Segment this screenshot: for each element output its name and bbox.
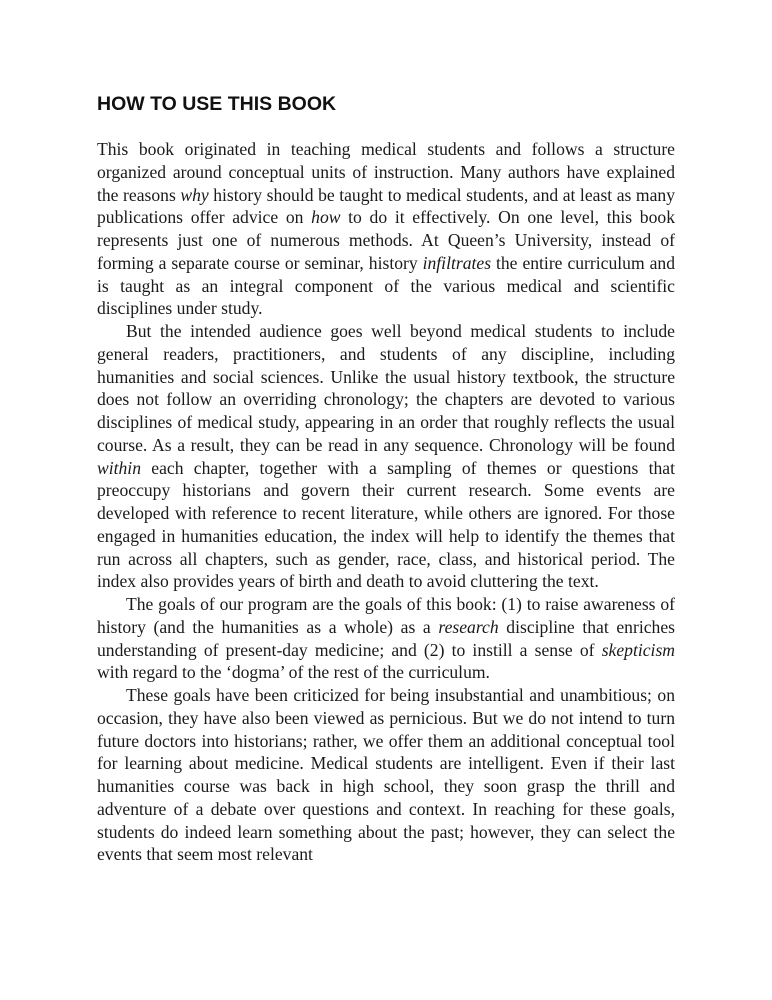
paragraph-text: with regard to the ‘dogma’ of the rest of the curriculum. — [97, 662, 490, 683]
paragraph-text: to do it effectively. On one level, this book represents just one of numerous methods. At Queen’s University, instead of forming a separate course or seminar, history — [97, 207, 675, 273]
italic-text: skepticism — [601, 639, 675, 660]
paragraph-text: each chapter, together with a sampling of themes or questions that preoccupy historians and govern their current research. Some events are developed with reference to recent literature, while others are ignored. For those engaged in humanities education, the index will help to identify the themes that run across all chapters, such as gender, race, class, and historical period. The index also provides years of birth and death to avoid cluttering the text. — [97, 457, 675, 592]
paragraph-text: The goals of our program are the goals of this book: (1) to raise awareness of history (and the humanities as a whole) as a — [97, 594, 675, 637]
page-title: HOW TO USE THIS BOOK — [97, 93, 337, 115]
body-text — [97, 138, 675, 866]
italic-text: why — [180, 184, 209, 205]
italic-text: research — [438, 616, 499, 637]
italic-text: how — [311, 207, 341, 228]
paragraph-text: discipline that enriches understanding of present-day medicine; and (2) to instill a sense of — [97, 616, 675, 660]
paragraph-text: history should be taught to medical students, and at least as many publications offer advice on — [97, 184, 675, 228]
paragraph — [97, 593, 675, 684]
page — [97, 91, 675, 866]
italic-text: within — [97, 457, 141, 478]
paragraph-text: These goals have been criticized for being insubstantial and unambitious; on occasion, they have also been viewed as pernicious. But we do not intend to turn future doctors into historians; rather, we offer them an additional conceptual tool for learning about medicine. Medical students are intelligent. Even if their last humanities course was back in high school, they soon grasp the thrill and adventure of a debate over questions and context. In reaching for these goals, students do indeed learn something about the past; however, they can select the events that seem most relevant — [97, 685, 675, 865]
paragraph-text: This book originated in teaching medical students and follows a structure organized around conceptual units of instruction. Many authors have explained the reasons — [97, 139, 675, 205]
paragraph — [97, 320, 675, 593]
italic-text: infiltrates — [422, 252, 492, 273]
paragraph-text: the entire curriculum and is taught as an integral component of the various medical and scientific disciplines under study. — [97, 252, 675, 319]
paragraph — [97, 684, 675, 866]
paragraph-text: But the intended audience goes well beyond medical students to include general readers, practitioners, and students of any discipline, including humanities and social sciences. Unlike the usual history textbook, the structure does not follow an overriding chronology; the chapters are devoted to various disciplines of medical study, appearing in an order that roughly reflects the usual course. As a result, they can be read in any sequence. Chronology will be found — [97, 321, 675, 455]
paragraph — [97, 138, 675, 320]
